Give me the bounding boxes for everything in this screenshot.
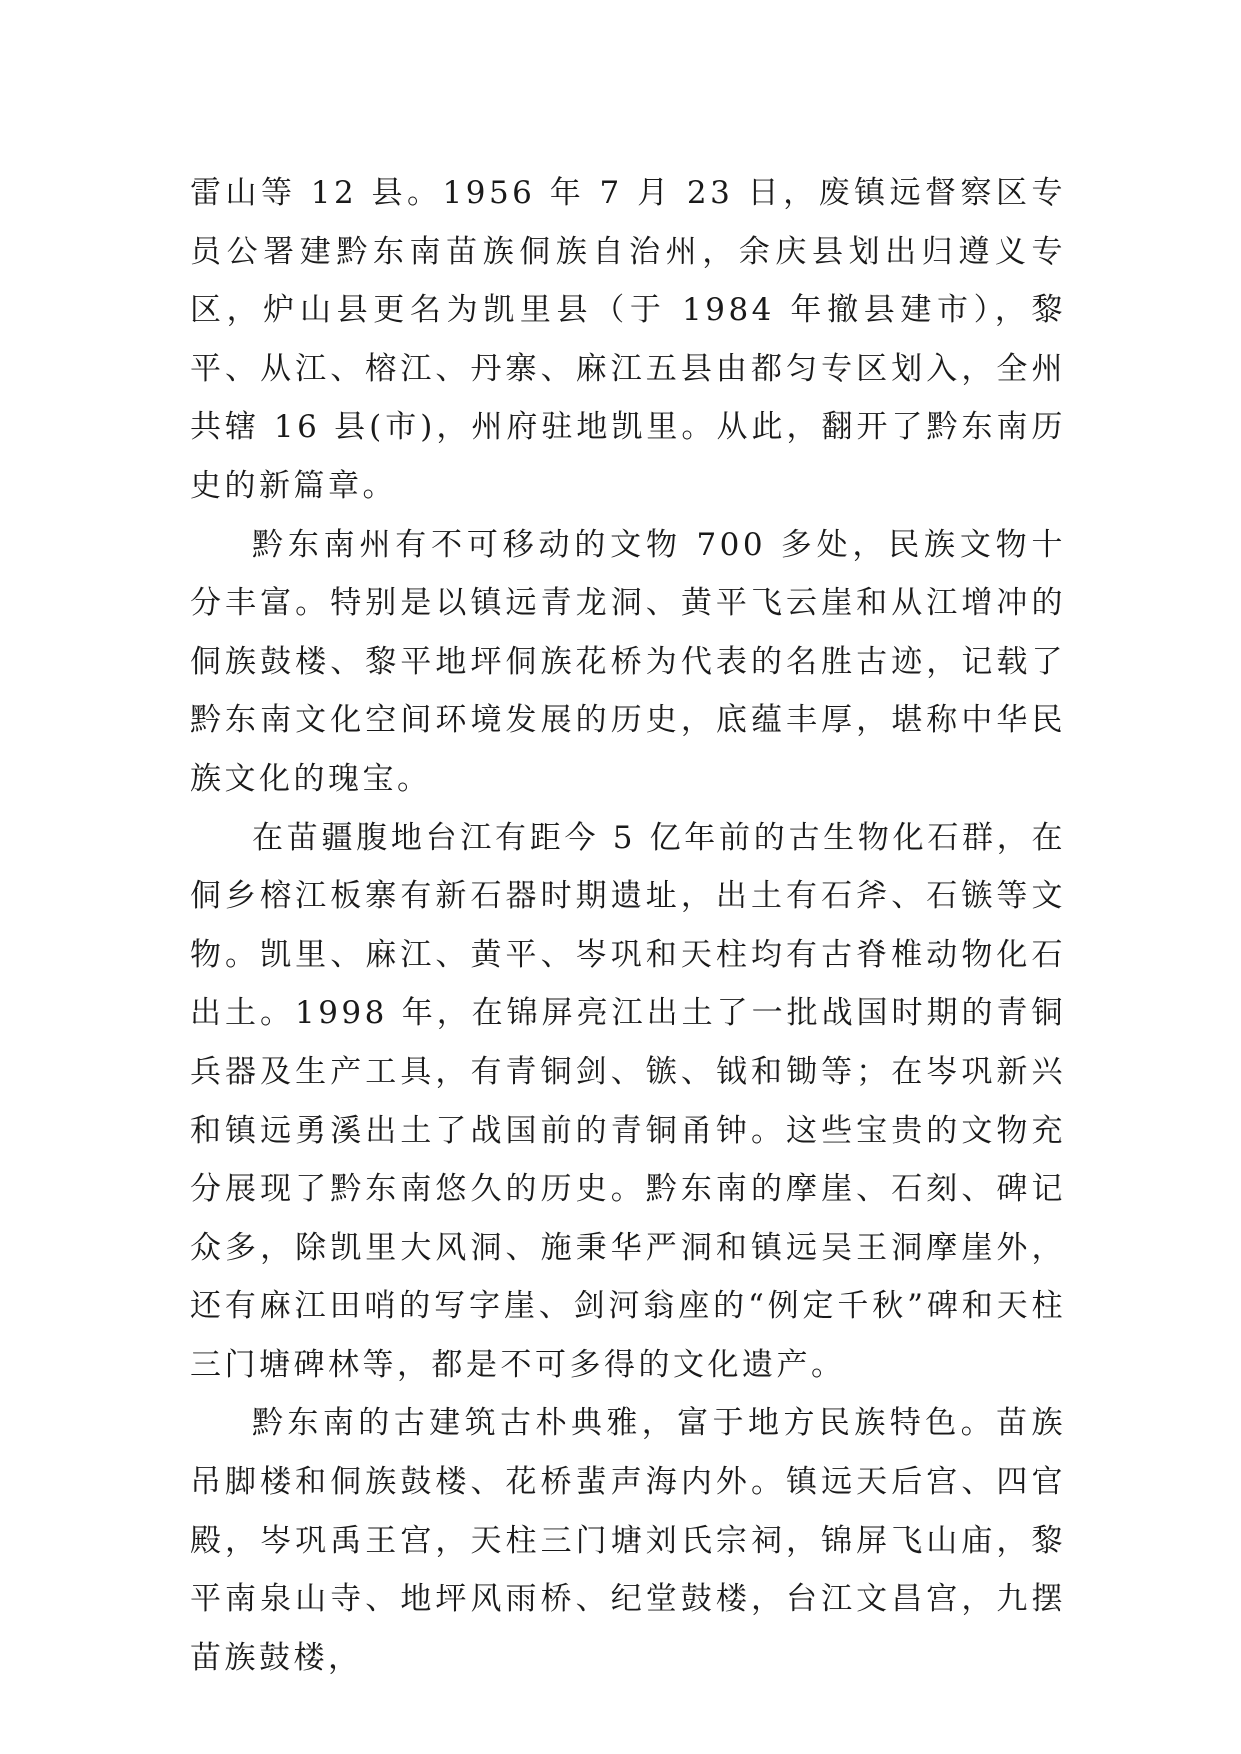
paragraph-1: 雷山等 12 县。1956 年 7 月 23 日，废镇远督察区专员公署建黔东南苗族侗族自治州，余庆县划出归遵义专区，炉山县更名为凯里县（于 1984 年撤县建市），黎平、从江、榕江、丹寨、麻江五县由都匀专区划入，全州共辖 16 县(市)，州府驻地凯里。从此，翻开了黔东南历史的新篇章。 bbox=[190, 175, 1066, 504]
paragraph-4: 黔东南的古建筑古朴典雅，富于地方民族特色。苗族吊脚楼和侗族鼓楼、花桥蜚声海内外。镇远天后宫、四官殿，岑巩禹王宫，天柱三门塘刘氏宗祠，锦屏飞山庙，黎平南泉山寺、地坪风雨桥、纪堂鼓楼，台江文昌宫，九摆苗族鼓楼， bbox=[190, 1405, 1066, 1676]
document-body bbox=[190, 164, 1066, 1687]
paragraph-2: 黔东南州有不可移动的文物 700 多处，民族文物十分丰富。特别是以镇远青龙洞、黄平飞云崖和从江增冲的侗族鼓楼、黎平地坪侗族花桥为代表的名胜古迹，记载了黔东南文化空间环境发展的历史，底蕴丰厚，堪称中华民族文化的瑰宝。 bbox=[190, 526, 1066, 797]
paragraph-3: 在苗疆腹地台江有距今 5 亿年前的古生物化石群，在侗乡榕江板寨有新石器时期遗址，出土有石斧、石镞等文物。凯里、麻江、黄平、岑巩和天柱均有古脊椎动物化石出土。1998 年，在锦屏亮江出土了一批战国时期的青铜兵器及生产工具，有青铜剑、镞、钺和锄等；在岑巩新兴和镇远勇溪出土了战国前的青铜甬钟。这些宝贵的文物充分展现了黔东南悠久的历史。黔东南的摩崖、石刻、碑记众多，除凯里大风洞、施秉华严洞和镇远吴王洞摩崖外，还有麻江田哨的写字崖、剑河翁座的“例定千秋”碑和天柱三门塘碑林等，都是不可多得的文化遗产。 bbox=[190, 819, 1066, 1383]
